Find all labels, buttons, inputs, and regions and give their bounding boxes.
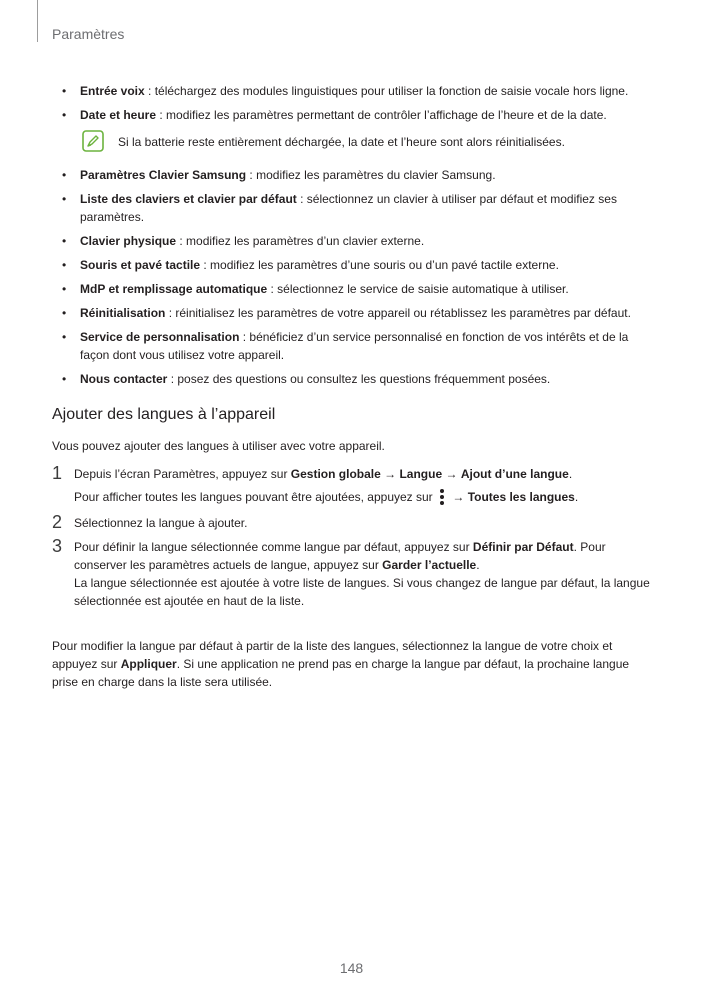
arrow-text: →: [449, 490, 468, 505]
bullet-term: Nous contacter: [80, 372, 168, 386]
bullet-desc: : modifiez les paramètres d’une souris ou d’un pavé tactile externe.: [200, 258, 559, 272]
step-sub-text: La langue sélectionnée est ajoutée à votre liste de langues. Si vous changez de langue par défaut, la langue sélectionnée est ajoutée en haut de la liste.: [74, 576, 650, 608]
step-text-part: Depuis l’écran Paramètres, appuyez sur: [74, 467, 291, 481]
step-text-part: Pour afficher toutes les langues pouvant être ajoutées, appuyez sur: [74, 490, 437, 505]
bullet-marker: •: [62, 282, 67, 296]
list-item: [62, 82, 647, 100]
bullet-desc: : bénéficiez d’un service personnalisé en fonction de vos intérêts et de la façon dont vous utilisez votre appareil.: [80, 330, 629, 362]
step-2: [52, 514, 652, 532]
bullet-desc: : téléchargez des modules linguistiques pour utiliser la fonction de saisie vocale hors ligne.: [144, 84, 629, 98]
step-text: [74, 465, 652, 483]
step-1: [52, 465, 652, 508]
list-item: [62, 304, 647, 322]
list-item: [62, 370, 647, 388]
header-divider: [37, 0, 38, 42]
arrow-text: →: [442, 467, 461, 481]
header-title: Paramètres: [52, 26, 125, 42]
menu-path-ajout-langue: Ajout d’une langue: [460, 467, 569, 481]
note-text: Si la batterie reste entièrement déchargée, la date et l’heure sont alors réinitialisées.: [118, 135, 565, 149]
bullet-term: MdP et remplissage automatique: [80, 282, 268, 296]
arrow-text: →: [380, 467, 400, 481]
step-number: 3: [52, 536, 63, 556]
bullet-marker: •: [62, 168, 67, 182]
bullet-term: Réinitialisation: [80, 306, 166, 320]
list-item: [62, 256, 647, 274]
bullet-term: Clavier physique: [80, 234, 177, 248]
bullet-desc: : réinitialisez les paramètres de votre appareil ou rétablissez les paramètres par défaut.: [165, 306, 631, 320]
step-sub-text: [74, 488, 652, 508]
step-text: Sélectionnez la langue à ajouter.: [74, 516, 248, 530]
outro-text: . Si une application ne prend pas en charge la langue par défaut, la prochaine langue prise en charge dans la liste sera utilisée.: [52, 657, 630, 689]
bullet-marker: •: [62, 306, 67, 320]
list-item: [62, 190, 647, 226]
list-item: [62, 106, 647, 124]
bullet-marker: •: [62, 258, 67, 272]
page-number: 148: [339, 960, 364, 976]
step-3: [52, 538, 652, 610]
bullet-desc: : sélectionnez le service de saisie automatique à utiliser.: [267, 282, 569, 296]
bullet-desc: : modifiez les paramètres du clavier Samsung.: [246, 168, 496, 182]
list-item: [62, 328, 647, 364]
bullet-marker: •: [62, 192, 67, 206]
bullet-desc: : modifiez les paramètres d’un clavier externe.: [176, 234, 425, 248]
list-item: [62, 232, 647, 250]
bullet-marker: •: [62, 330, 67, 344]
step-text-part: Pour définir la langue sélectionnée comme langue par défaut, appuyez sur: [74, 540, 473, 554]
more-options-icon: [439, 488, 445, 506]
step-number: 1: [52, 463, 63, 483]
closing-paragraph: [52, 637, 652, 691]
menu-path-appliquer: Appliquer: [120, 657, 177, 671]
bullet-desc: : modifiez les paramètres permettant de contrôler l’affichage de l’heure et de la date.: [156, 108, 607, 122]
settings-bullet-list: [62, 82, 647, 394]
section-intro: Vous pouvez ajouter des langues à utiliser avec votre appareil.: [52, 439, 385, 453]
step-text-part: .: [574, 490, 579, 505]
section-title: Ajouter des langues à l’appareil: [52, 406, 276, 423]
list-item: [62, 166, 647, 184]
menu-path-langue: Langue: [399, 467, 443, 481]
bullet-desc: : posez des questions ou consultez les questions fréquemment posées.: [167, 372, 551, 386]
note-icon: [82, 130, 104, 152]
bullet-term: Paramètres Clavier Samsung: [80, 168, 247, 182]
bullet-desc: : sélectionnez un clavier à utiliser par défaut et modifiez ses paramètres.: [80, 192, 617, 224]
bullet-term: Entrée voix: [80, 84, 145, 98]
list-item: [62, 280, 647, 298]
menu-path-garder-actuelle: Garder l’actuelle: [382, 558, 477, 572]
bullet-term: Service de personnalisation: [80, 330, 240, 344]
note-box: [62, 130, 647, 156]
bullet-marker: •: [62, 372, 67, 386]
bullet-marker: •: [62, 108, 67, 122]
bullet-term: Date et heure: [80, 108, 157, 122]
menu-path-gestion-globale: Gestion globale: [290, 467, 381, 481]
step-number: 2: [52, 512, 63, 532]
bullet-term: Souris et pavé tactile: [80, 258, 201, 272]
outro-text: Pour modifier la langue par défaut à partir de la liste des langues, sélectionnez la langue de votre choix et appuyez sur: [52, 639, 613, 671]
bullet-marker: •: [62, 234, 67, 248]
steps-list: [52, 465, 652, 616]
menu-path-definir-defaut: Définir par Défaut: [472, 540, 574, 554]
step-text-part: .: [476, 558, 480, 572]
menu-path-toutes-langues: Toutes les langues: [467, 490, 575, 505]
bullet-marker: •: [62, 84, 67, 98]
step-text: [74, 538, 652, 574]
bullet-term: Liste des claviers et clavier par défaut: [80, 192, 297, 206]
step-text-part: . Pour conserver les paramètres actuels de langue, appuyez sur: [74, 540, 606, 572]
step-text-part: .: [568, 467, 573, 481]
